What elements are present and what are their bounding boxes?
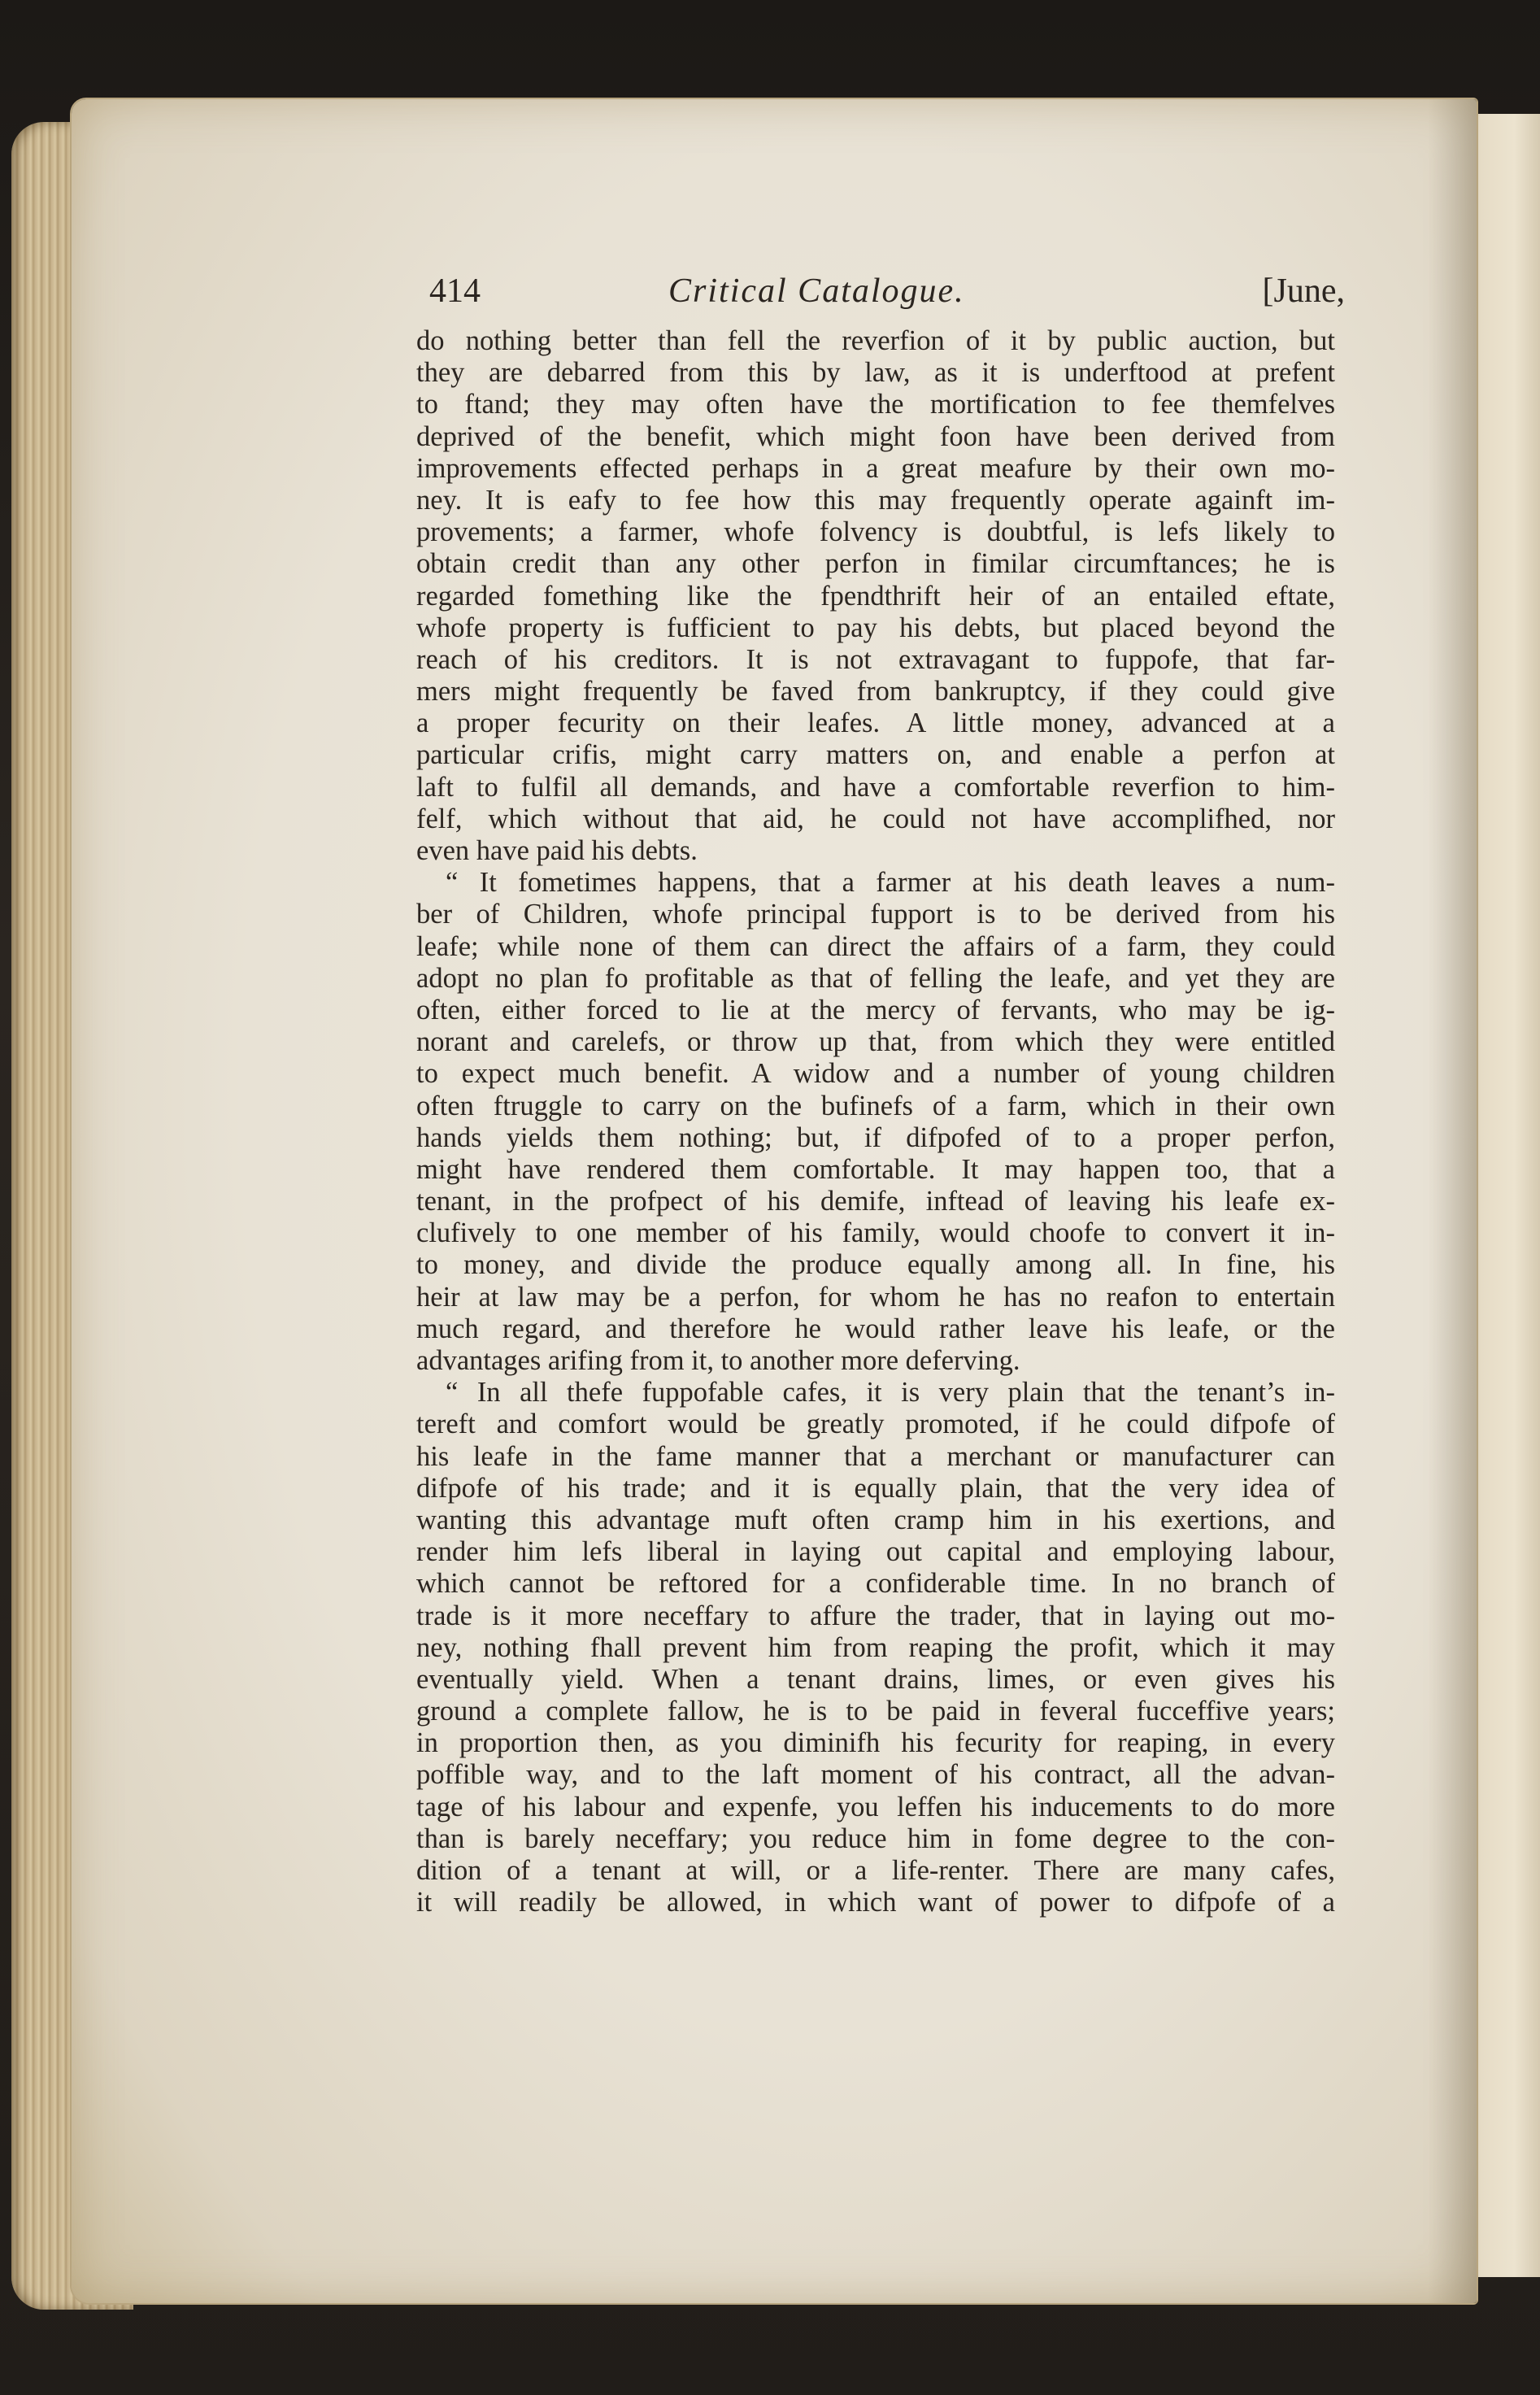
text-line: to ftand; they may often have the mortification to fee themfelves	[416, 389, 1335, 420]
text-line: felf, which without that aid, he could not have accomplifhed, nor	[416, 803, 1335, 834]
text-line: to money, and divide the produce equally among all. In fine, his	[416, 1249, 1335, 1281]
text-line: than is barely neceffary; you reduce him in fome degree to the con-	[416, 1822, 1335, 1854]
text-line: render him lefs liberal in laying out capital and employing labour,	[416, 1536, 1335, 1568]
running-head	[416, 257, 1345, 325]
text-line: obtain credit than any other perfon in fimilar circumftances; he is	[416, 548, 1335, 580]
text-line: it will readily be allowed, in which want of power to difpofe of a	[416, 1887, 1335, 1918]
text-line: difpofe of his trade; and it is equally plain, that the very idea of	[416, 1472, 1335, 1504]
running-month: [June,	[1262, 272, 1345, 310]
text-line: even have paid his debts.	[416, 835, 698, 866]
text-line: wanting this advantage muft often cramp him in his exertions, and	[416, 1504, 1335, 1535]
text-line: much regard, and therefore he would rather leave his leafe, or the	[416, 1313, 1335, 1344]
text-line: poffible way, and to the laft moment of his contract, all the advan-	[416, 1759, 1335, 1791]
text-line: particular crifis, might carry matters on, and enable a perfon at	[416, 739, 1335, 771]
text-line: tereft and comfort would be greatly promoted, if he could difpofe of	[416, 1409, 1335, 1440]
text-line: his leafe in the fame manner that a merchant or manufacturer can	[416, 1440, 1335, 1472]
page-text-block	[416, 257, 1345, 1918]
text-line: whofe property is fufficient to pay his debts, but placed beyond the	[416, 612, 1335, 643]
page-number: 414	[429, 272, 481, 310]
text-line: ney, nothing fhall prevent him from reaping the profit, which it may	[416, 1631, 1335, 1663]
text-line: tenant, in the profpect of his demife, inftead of leaving his leafe ex-	[416, 1186, 1335, 1217]
text-line: do nothing better than fell the reverfion of it by public auction, but	[416, 325, 1335, 356]
text-line: to expect much benefit. A widow and a number of young children	[416, 1058, 1335, 1090]
text-line: “ In all thefe fuppofable cafes, it is very plain that the tenant’s in-	[446, 1377, 1335, 1409]
text-line: laft to fulfil all demands, and have a comfortable reverfion to him-	[416, 771, 1335, 803]
text-line: eventually yield. When a tenant drains, limes, or even gives his	[416, 1663, 1335, 1695]
text-line: “ It fometimes happens, that a farmer at his death leaves a num-	[446, 867, 1335, 899]
text-line: improvements effected perhaps in a great meafure by their own mo-	[416, 452, 1335, 484]
text-line: might have rendered them comfortable. It may happen too, that a	[416, 1153, 1335, 1185]
text-line: often ftruggle to carry on the bufinefs of a farm, which in their own	[416, 1090, 1335, 1121]
text-line: regarded fomething like the fpendthrift heir of an entailed eftate,	[416, 580, 1335, 612]
text-line: hands yields them nothing; but, if difpofed of to a proper perfon,	[416, 1121, 1335, 1153]
text-line: a proper fecurity on their leafes. A little money, advanced at a	[416, 708, 1335, 739]
body-text	[416, 325, 1335, 1918]
text-line: ground a complete fallow, he is to be paid in feveral fucceffive years;	[416, 1696, 1335, 1727]
text-line: norant and carelefs, or throw up that, from which they were entitled	[416, 1026, 1335, 1058]
text-line: heir at law may be a perfon, for whom he has no reafon to entertain	[416, 1281, 1335, 1313]
text-line: ber of Children, whofe principal fupport is to be derived from his	[416, 899, 1335, 930]
text-line: often, either forced to lie at the mercy of fervants, who may be ig-	[416, 994, 1335, 1025]
text-line: they are debarred from this by law, as it is underftood at prefent	[416, 357, 1335, 389]
text-line: leafe; while none of them can direct the affairs of a farm, they could	[416, 930, 1335, 962]
text-line: reach of his creditors. It is not extravagant to fuppofe, that far-	[416, 643, 1335, 675]
text-line: adopt no plan fo profitable as that of felling the leafe, and yet they are	[416, 962, 1335, 994]
text-line: trade is it more neceffary to affure the trader, that in laying out mo-	[416, 1600, 1335, 1631]
text-line: provements; a farmer, whofe folvency is doubtful, is lefs likely to	[416, 516, 1335, 548]
text-line: dition of a tenant at will, or a life-renter. There are many cafes,	[416, 1855, 1335, 1886]
text-line: which cannot be reftored for a confiderable time. In no branch of	[416, 1568, 1335, 1600]
text-line: ney. It is eafy to fee how this may frequently operate againft im-	[416, 484, 1335, 516]
text-line: mers might frequently be faved from bankruptcy, if they could give	[416, 676, 1335, 708]
text-line: deprived of the benefit, which might foon have been derived from	[416, 420, 1335, 452]
text-line: clufively to one member of his family, would choofe to convert it in-	[416, 1217, 1335, 1249]
text-line: in proportion then, as you diminifh his fecurity for reaping, in every	[416, 1727, 1335, 1759]
text-line: tage of his labour and expenfe, you leffen his inducements to do more	[416, 1791, 1335, 1822]
text-line: advantages arifing from it, to another more deferving.	[416, 1345, 1020, 1376]
running-title: Critical Catalogue.	[668, 272, 965, 310]
